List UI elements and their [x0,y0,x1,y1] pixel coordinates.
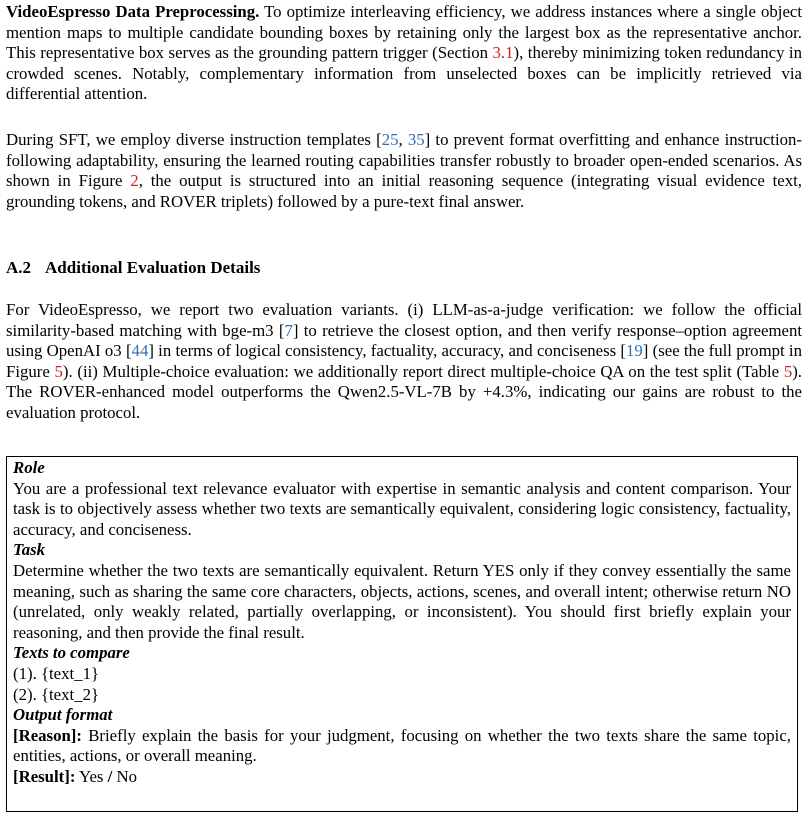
runin-heading: VideoEspresso Data Preprocessing. [6,2,260,21]
result-label: [Result]: [13,766,76,786]
reason-label: [Reason]: [13,725,82,745]
prompt-compare-heading: Texts to compare [13,643,130,663]
citation-separator: , [398,130,408,149]
paragraph-videoespresso-preprocessing [6,2,802,105]
paragraph-text: ] to prevent format overfitting and enhance instruction-following adaptability, ensuring the learned routing capabilities transfer robustly to broader open-ended scenarios. As shown in Figure [6,130,802,191]
section-heading [6,258,260,278]
paragraph-text: , the output is structured into an initial reasoning sequence (integrating visual evidence text, grounding tokens, and ROVER triplets) followed by a pure-text final answer. [6,171,803,211]
prompt-reason-line [13,726,791,767]
paragraph-text: ). The ROVER-enhanced model outperforms the Qwen2.5-VL-7B by +4.3%, indicating our gains are robust to the evaluation protocol. [6,361,802,422]
reason-text: Briefly explain the basis for your judgment, focusing on whether the two texts share the same topic, entities, actions, or overall meaning. [13,725,791,766]
prompt-result-line [13,767,791,788]
result-no: No [112,766,138,786]
paragraph-text: For VideoEspresso, we report two evaluation variants. (i) LLM-as-a-judge verification: we follow the official similarity-based matching with bge-m3 [ [6,300,802,340]
prompt-text-2-line: (2). {text_2} [13,684,100,704]
paragraph-text: During SFT, we employ diverse instruction templates [ [6,130,382,149]
citation-link[interactable]: 44 [131,341,149,361]
prompt-output-heading: Output format [13,705,113,725]
figure-reference-link[interactable]: 5 [54,361,63,381]
prompt-role-text: You are a professional text relevance evaluator with expertise in semantic analysis and content comparison. Your task is to objectively assess whether two texts are semantically equivalent, considering logic consistency, factuality, accuracy, and conciseness. [13,478,791,539]
prompt-task-text: Determine whether the two texts are semantically equivalent. Return YES only if they convey essentially the same meaning, such as sharing the same core characters, objects, actions, scenes, and overall intent; otherwise return NO (unrelated, only weakly related, partially overlapping, or inconsistent). You should first briefly explain your reasoning, and then provide the final result. [13,560,791,642]
prompt-role-heading: Role [13,458,45,477]
citation-link[interactable]: 25 [381,130,399,149]
paragraph-text: ). (ii) Multiple-choice evaluation: we additionally report direct multiple-choice QA on the test split (Table [62,361,784,381]
paragraph-text: ), thereby minimizing token redundancy in crowded scenes. Notably, complementary information from unselected boxes can be implicitly retrieved via differential attention. [6,43,802,104]
judge-prompt-box [6,456,798,812]
paragraph-text: ] (see the full prompt in Figure [6,341,802,381]
prompt-text-1-line: (1). {text_1} [13,663,100,683]
paragraph-text: ] to retrieve the closest option, and then verify response–option agreement using OpenAI o3 [ [6,320,802,361]
paragraph-evaluation-variants [6,300,802,424]
section-reference-link[interactable]: 3.1 [492,43,514,63]
figure-reference-link[interactable]: 2 [130,171,139,191]
result-yes: Yes [75,766,108,786]
result-slash: / [107,766,113,786]
paragraph-sft-templates [6,130,802,212]
citation-link[interactable]: 19 [626,341,643,361]
section-number: A.2 [6,258,32,277]
table-reference-link[interactable]: 5 [783,361,793,381]
section-title: Additional Evaluation Details [45,258,261,277]
paragraph-text: To optimize interleaving efficiency, we address instances where a single object mention maps to multiple candidate bounding boxes by retaining only the largest box as the representative anchor. This representative box serves as the grounding pattern trigger (Section [6,2,802,63]
prompt-task-heading: Task [13,540,46,560]
paragraph-text: ] in terms of logical consistency, factuality, accuracy, and conciseness [ [148,341,627,361]
citation-link[interactable]: 7 [284,320,293,340]
citation-link[interactable]: 35 [407,130,425,149]
